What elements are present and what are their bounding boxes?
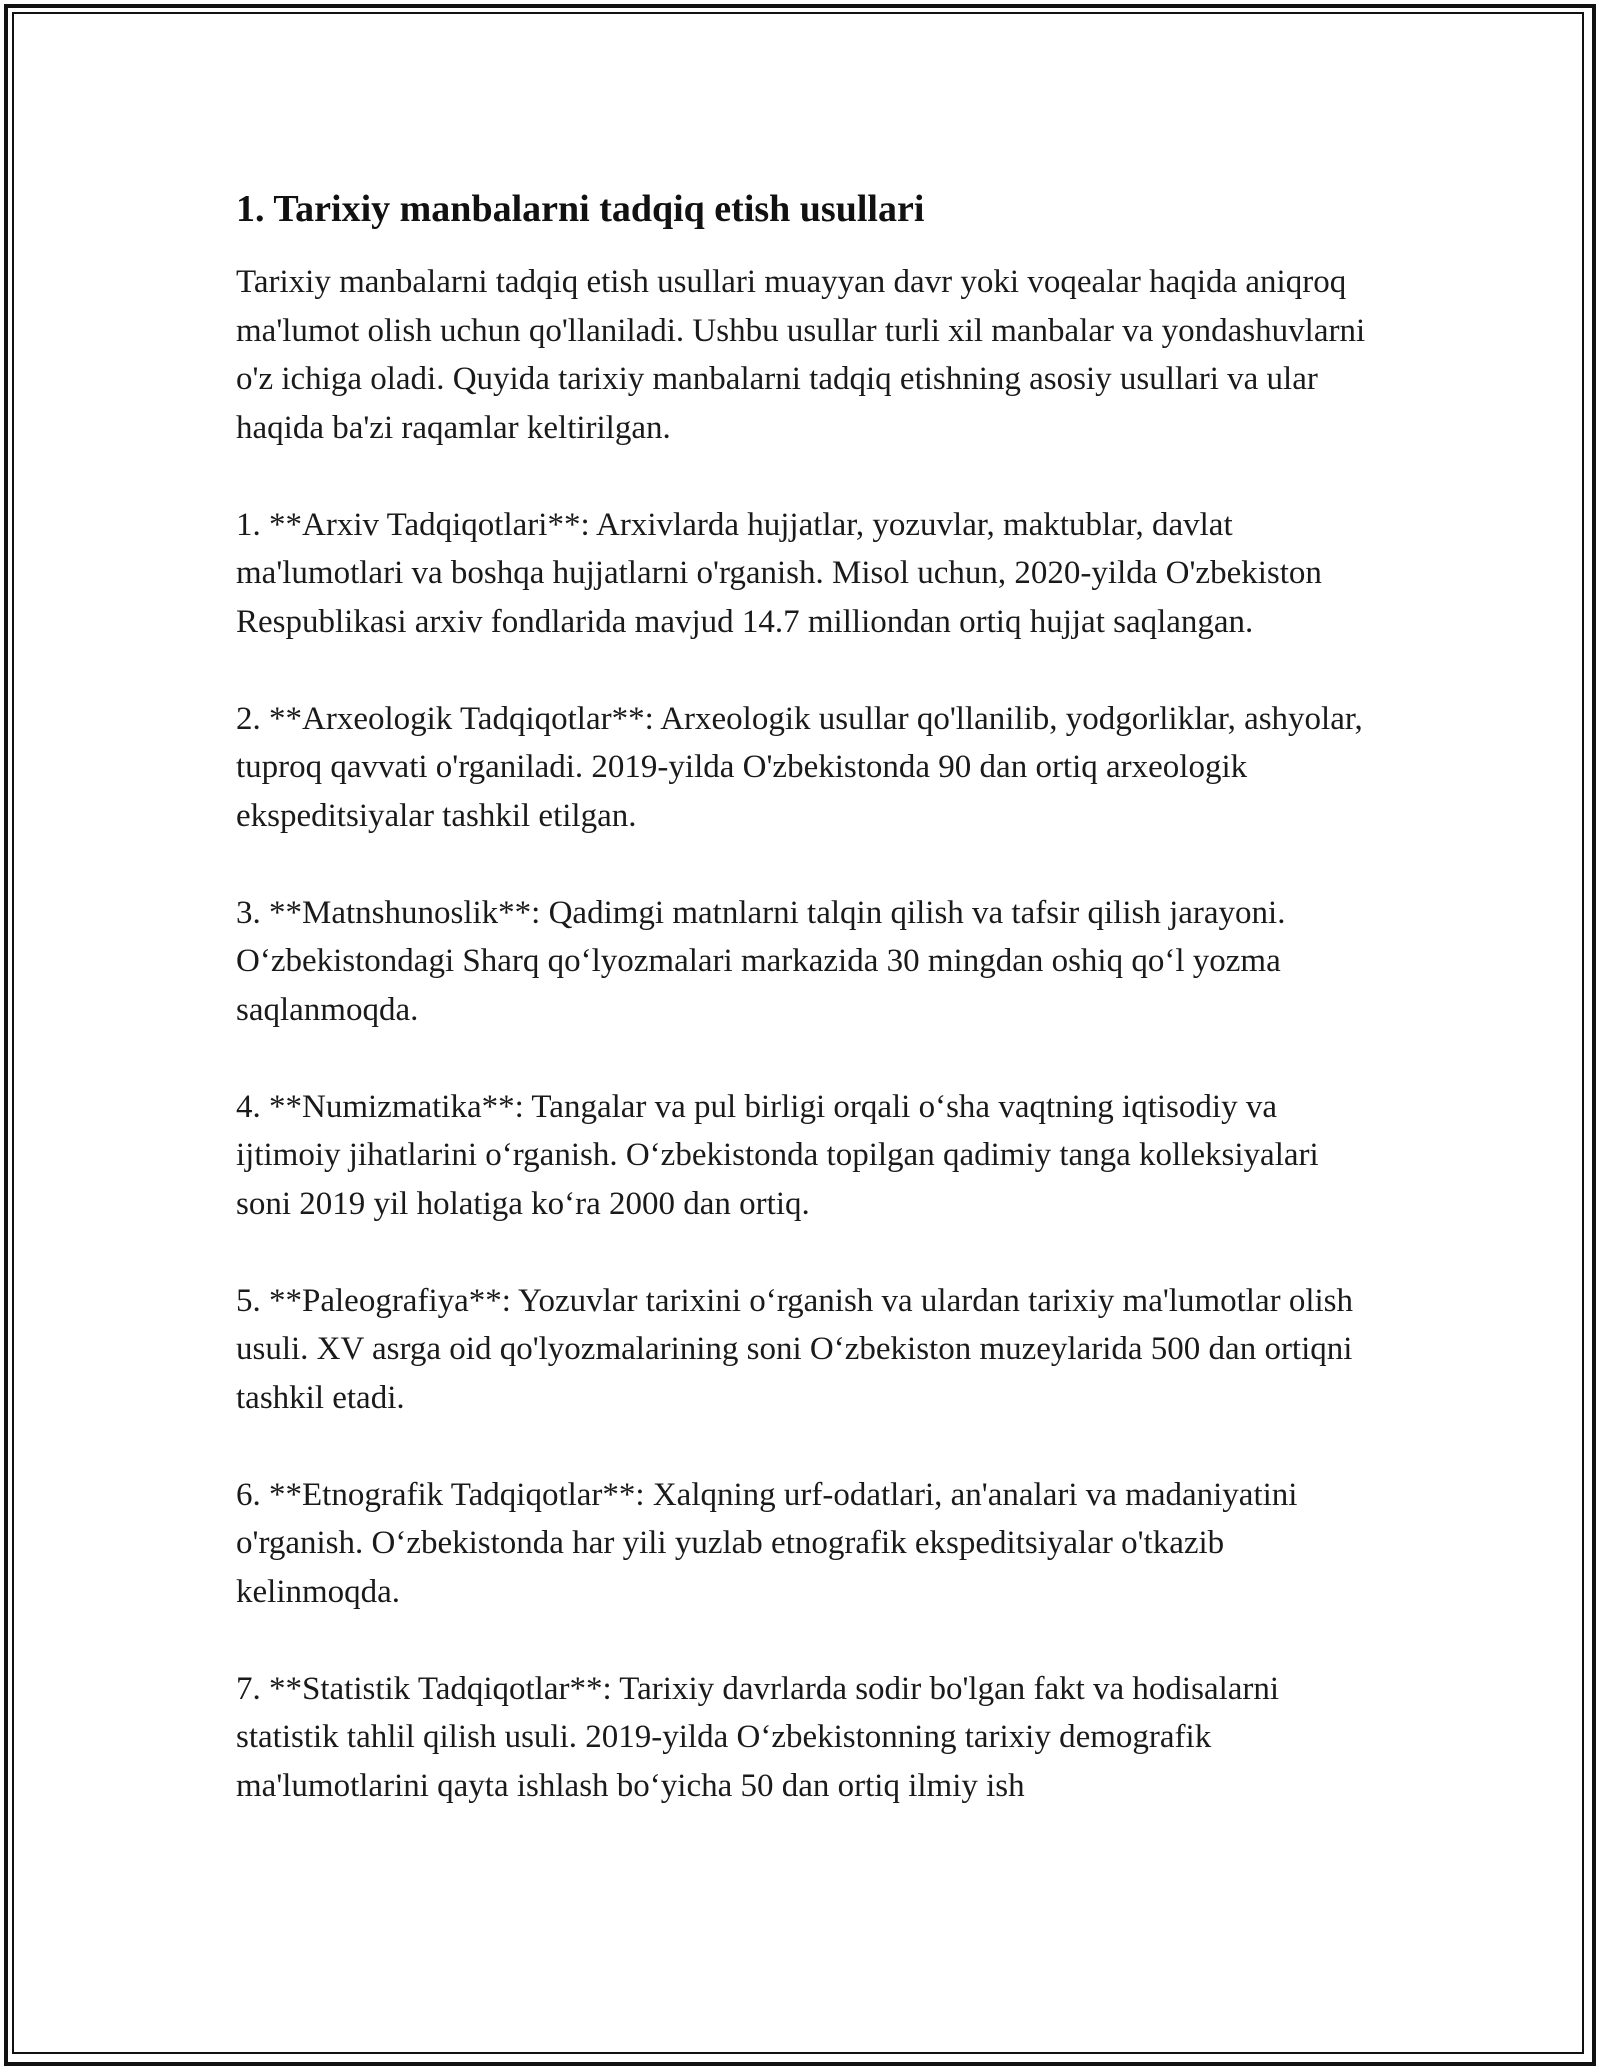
section-heading: 1. Tarixiy manbalarni tadqiq etish usullari — [236, 188, 925, 230]
document-body — [236, 186, 1366, 1859]
method-ethnography-paragraph: 6. **Etnografik Tadqiqotlar**: Xalqning urf-odatlari, an'analari va madaniyatini o'rganish. O‘zbekistonda har yili yuzlab etnografik ekspeditsiyalar o'tkazib kelinmoqda. — [236, 1476, 1298, 1610]
method-archive-paragraph: 1. **Arxiv Tadqiqotlari**: Arxivlarda hujjatlar, yozuvlar, maktublar, davlat ma'lumotlari va boshqa hujjatlarni o'rganish. Misol uchun, 2020-yilda O'zbekiston Respublikasi arxiv fondlarida mavjud 14.7 milliondan ortiq hujjat saqlangan. — [236, 506, 1322, 640]
method-statistics-paragraph: 7. **Statistik Tadqiqotlar**: Tarixiy davrlarda sodir bo'lgan fakt va hodisalarni statistik tahlil qilish usuli. 2019-yilda O‘zbekistonning tarixiy demografik ma'lumotlarini qayta ishlash bo‘yicha 50 dan ortiq ilmiy ish — [236, 1670, 1280, 1804]
method-paleography-paragraph: 5. **Paleografiya**: Yozuvlar tarixini o‘rganish va ulardan tarixiy ma'lumotlar olish usuli. XV asrga oid qo'lyozmalarining soni O‘zbekiston muzeylarida 500 dan ortiqni tashkil etadi. — [236, 1282, 1354, 1416]
method-textology-paragraph: 3. **Matnshunoslik**: Qadimgi matnlarni talqin qilish va tafsir qilish jarayoni. O‘zbekistondagi Sharq qo‘lyozmalari markazida 30 mingdan oshiq qo‘l yozma saqlanmoqda. — [236, 894, 1286, 1028]
method-numismatics-paragraph: 4. **Numizmatika**: Tangalar va pul birligi orqali o‘sha vaqtning iqtisodiy va ijtimoiy jihatlarini o‘rganish. O‘zbekistonda topilgan qadimiy tanga kolleksiyalari soni 2019 yil holatiga ko‘ra 2000 dan ortiq. — [236, 1088, 1319, 1222]
method-archaeology-paragraph: 2. **Arxeologik Tadqiqotlar**: Arxeologik usullar qo'llanilib, yodgorliklar, ashyolar, tuproq qavvati o'rganiladi. 2019-yilda O'zbekistonda 90 dan ortiq arxeologik ekspeditsiyalar tashkil etilgan. — [236, 700, 1363, 834]
intro-paragraph: Tarixiy manbalarni tadqiq etish usullari muayyan davr yoki voqealar haqida aniqroq ma'lumot olish uchun qo'llaniladi. Ushbu usullar turli xil manbalar va yondashuvlarni o'z ichiga oladi. Quyida tarixiy manbalarni tadqiq etishning asosiy usullari va ular haqida ba'zi raqamlar keltirilgan. — [236, 264, 1366, 446]
